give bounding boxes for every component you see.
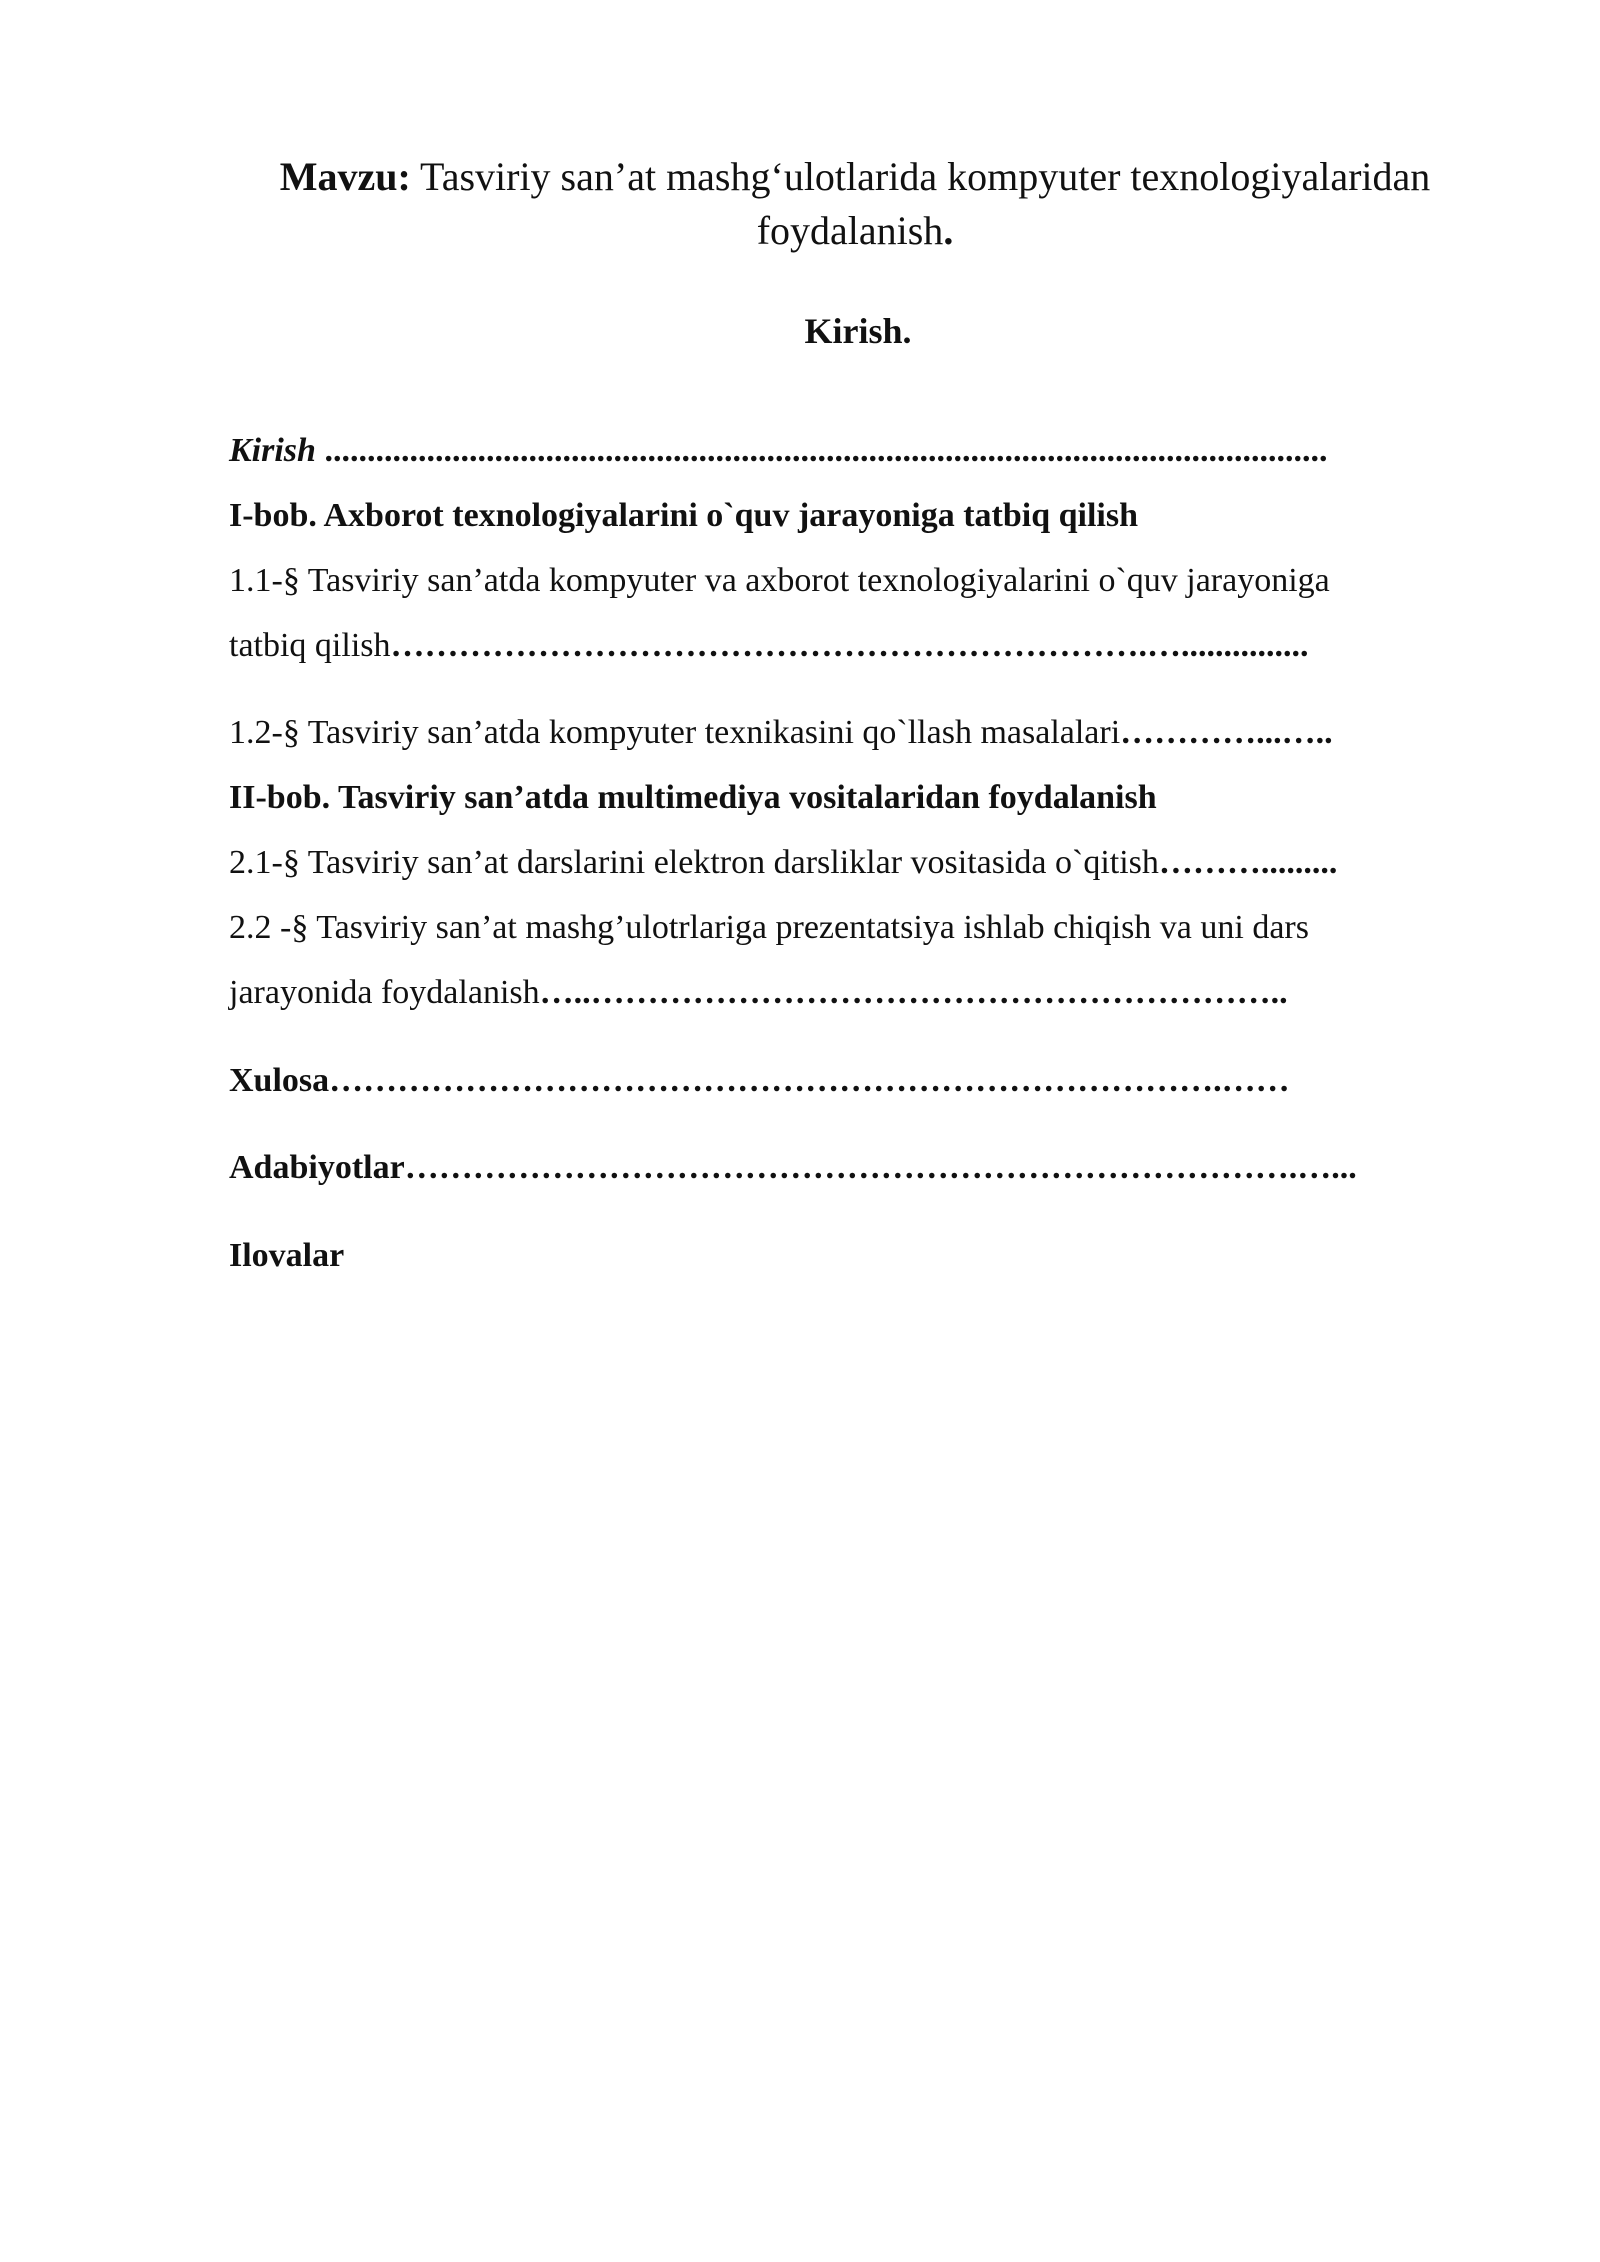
title-line-1: [220, 150, 1490, 204]
toc-section-1-2-text: 1.2-§ Tasviriy san’atda kompyuter texnikasini qo`llash masalalari: [229, 714, 1121, 751]
toc-adabiyotlar-label: Adabiyotlar: [229, 1149, 405, 1186]
toc-xulosa-dots: …………………………………………………………………….……: [329, 1062, 1290, 1099]
title-end-period: .: [943, 208, 954, 253]
title-label: Mavzu:: [279, 154, 411, 199]
document-title: [220, 150, 1490, 258]
toc-section-2-1: [229, 844, 1337, 882]
toc-section-1-1-line-1: 1.1-§ Tasviriy san’atda kompyuter va axborot texnologiyalarini o`quv jarayoniga: [229, 562, 1330, 599]
toc-section-2-1-dots: ……….........: [1158, 844, 1338, 881]
section-heading: Kirish.: [804, 311, 912, 351]
toc-section-2-2-text: jarayonida foydalanish: [229, 974, 540, 1011]
toc-section-1-1-line-2: [229, 627, 1309, 665]
toc-kirish-dots: ......................................................................................................................: [315, 432, 1328, 469]
toc-section-2-2-line-2: [229, 974, 1288, 1012]
title-text-line-1: Tasviriy san’at mashg‘ulotlarida kompyuter texnologiyalaridan: [420, 154, 1431, 199]
toc-section-2-2-line-1: 2.2 -§ Tasviriy san’at mashg’ulotrlariga prezentatsiya ishlab chiqish va uni dars: [229, 909, 1309, 946]
title-text-line-2: foydalanish: [756, 208, 944, 253]
toc-section-1-2-dots: …………...…..: [1120, 714, 1333, 751]
toc-section-2-1-text: 2.1-§ Tasviriy san’at darslarini elektron darsliklar vositasida o`qitish: [229, 844, 1159, 881]
toc-section-1-1-text: tatbiq qilish: [229, 627, 391, 664]
toc-kirish-label: Kirish: [229, 432, 316, 469]
toc-section-2-2-dots: …..……………………………………………………..: [539, 974, 1288, 1011]
toc-entry-ilovalar: Ilovalar: [229, 1237, 345, 1274]
toc-entry-kirish: [229, 432, 1327, 470]
title-line-2: [220, 204, 1490, 258]
toc-section-1-2: [229, 714, 1333, 752]
toc-section-1-1-dots: ………………………………………………………….…...............: [390, 627, 1309, 664]
toc-chapter-1: I-bob. Axborot texnologiyalarini o`quv jarayoniga tatbiq qilish: [229, 497, 1139, 534]
toc-xulosa-label: Xulosa: [229, 1062, 330, 1099]
toc-entry-adabiyotlar: [229, 1149, 1357, 1187]
toc-entry-xulosa: [229, 1062, 1290, 1100]
toc-chapter-2: II-bob. Tasviriy san’atda multimediya vositalaridan foydalanish: [229, 779, 1157, 816]
toc-adabiyotlar-dots: …………………………………………………………………….…...: [404, 1149, 1357, 1186]
